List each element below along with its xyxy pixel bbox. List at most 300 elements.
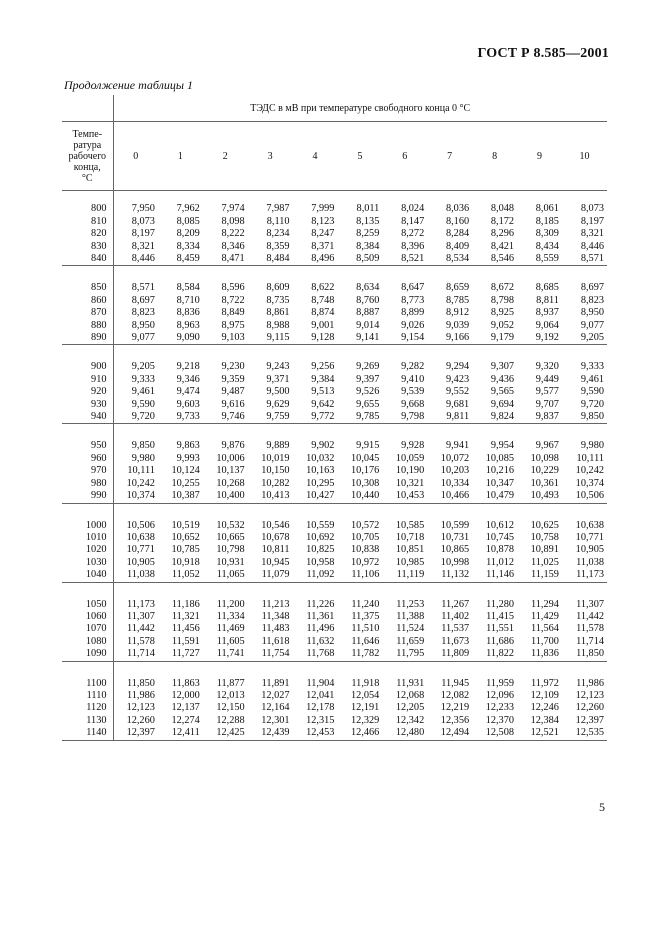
emf-value-cell: 8,296 — [490, 228, 515, 240]
table-row — [62, 678, 607, 690]
temperature-cell: 840 — [62, 253, 113, 266]
emf-value-cell: 11,307 — [126, 610, 155, 622]
emf-value-cell: 9,915 — [356, 440, 380, 452]
spacer-cell — [203, 345, 248, 362]
column-header: 4 — [312, 150, 318, 162]
emf-value-cell: 12,082 — [440, 689, 470, 701]
group-spacer — [62, 424, 607, 441]
table-row — [62, 727, 607, 740]
spacer-cell — [382, 266, 427, 283]
emf-value-cell: 12,453 — [293, 727, 338, 740]
table-row — [62, 569, 607, 582]
table-row — [62, 386, 607, 398]
emf-value-cell: 8,596 — [221, 282, 245, 294]
emf-value-cell: 11,605 — [216, 635, 245, 647]
spacer-cell — [382, 661, 427, 678]
emf-value-cell: 8,861 — [266, 307, 290, 319]
spacer-cell — [293, 503, 338, 520]
emf-value-cell: 9,359 — [221, 373, 245, 385]
emf-value-cell: 9,154 — [382, 332, 427, 345]
emf-value-cell: 9,824 — [472, 411, 517, 424]
emf-value-cell: 8,748 — [311, 294, 335, 306]
temperature-cell: 930 — [62, 399, 113, 411]
emf-value-cell: 11,280 — [486, 598, 515, 610]
emf-value-cell: 10,255 — [171, 477, 200, 489]
temperature-cell: 890 — [62, 332, 113, 345]
table-row — [62, 361, 607, 373]
emf-value-cell: 8,571 — [562, 253, 607, 266]
emf-value-cell: 10,798 — [216, 544, 245, 556]
emf-value-cell: 12,274 — [171, 714, 200, 726]
spacer-cell — [472, 661, 517, 678]
spacer-cell — [62, 345, 113, 362]
emf-value-cell: 9,941 — [445, 440, 470, 452]
emf-value-cell: 11,618 — [261, 635, 290, 647]
emf-value-cell: 8,024 — [401, 203, 425, 215]
emf-value-cell: 11,267 — [441, 598, 470, 610]
emf-value-cell: 9,282 — [401, 361, 425, 373]
emf-value-cell: 9,811 — [427, 411, 472, 424]
emf-value-cell: 10,124 — [171, 465, 200, 477]
emf-value-cell: 8,735 — [266, 294, 290, 306]
emf-value-cell: 8,160 — [445, 215, 470, 227]
emf-value-cell: 9,218 — [176, 361, 200, 373]
emf-value-cell: 9,876 — [221, 440, 245, 452]
spacer-cell — [562, 266, 607, 283]
spacer-cell — [293, 266, 338, 283]
emf-value-cell: 9,103 — [203, 332, 248, 345]
emf-value-cell: 12,466 — [337, 727, 382, 740]
emf-value-cell: 11,741 — [203, 648, 248, 661]
emf-value-cell: 8,234 — [266, 228, 290, 240]
emf-value-cell: 11,025 — [530, 556, 559, 568]
spacer-cell — [248, 503, 293, 520]
emf-value-cell: 9,397 — [356, 373, 380, 385]
emf-value-cell: 12,178 — [306, 702, 335, 714]
emf-value-cell: 8,773 — [401, 294, 425, 306]
emf-value-cell: 10,825 — [306, 544, 335, 556]
spacer-cell — [472, 266, 517, 283]
stub-header-line: ратура — [73, 139, 102, 151]
emf-value-cell: 8,823 — [131, 307, 155, 319]
emf-value-cell: 11,496 — [306, 623, 335, 635]
table-row — [62, 228, 607, 240]
emf-value-cell: 8,647 — [401, 282, 425, 294]
emf-value-cell: 11,836 — [517, 648, 562, 661]
emf-value-cell: 9,681 — [445, 398, 470, 410]
column-header: 8 — [492, 150, 498, 162]
emf-value-cell: 10,400 — [203, 490, 248, 503]
emf-value-cell: 10,453 — [382, 490, 427, 503]
column-header: 10 — [579, 150, 590, 162]
emf-value-cell: 12,480 — [382, 727, 427, 740]
spacer-cell — [293, 424, 338, 441]
temperature-cell: 1120 — [62, 702, 113, 714]
emf-value-cell: 10,785 — [171, 544, 200, 556]
group-spacer — [62, 191, 607, 204]
emf-value-cell: 8,710 — [176, 294, 200, 306]
emf-value-cell: 12,397 — [113, 727, 158, 740]
emf-value-cell: 10,958 — [306, 556, 335, 568]
spacer-cell — [203, 582, 248, 599]
emf-value-cell: 11,727 — [158, 648, 203, 661]
emf-value-cell: 8,396 — [401, 240, 425, 252]
group-spacer — [62, 345, 607, 362]
emf-value-cell: 8,321 — [131, 240, 155, 252]
emf-value-cell: 10,625 — [530, 519, 559, 531]
emf-value-cell: 10,006 — [216, 452, 245, 464]
spacer-cell — [113, 503, 158, 520]
emf-value-cell: 8,559 — [517, 253, 562, 266]
table-row — [62, 399, 607, 411]
emf-value-cell: 11,591 — [171, 635, 200, 647]
temperature-cell: 920 — [62, 386, 113, 398]
emf-value-cell: 10,242 — [575, 465, 604, 477]
emf-value-cell: 11,186 — [171, 598, 200, 610]
emf-value-cell: 11,891 — [261, 677, 290, 689]
emf-value-cell: 11,632 — [306, 635, 335, 647]
emf-value-cell: 8,446 — [113, 253, 158, 266]
spacer-cell — [427, 582, 472, 599]
emf-value-cell: 10,506 — [126, 519, 155, 531]
emf-value-cell: 10,705 — [351, 531, 380, 543]
emf-value-cell: 11,822 — [472, 648, 517, 661]
emf-value-cell: 10,229 — [530, 465, 559, 477]
emf-value-cell: 8,836 — [176, 307, 200, 319]
spacer-cell — [427, 503, 472, 520]
emf-value-cell: 11,038 — [113, 569, 158, 582]
spacer-cell — [203, 661, 248, 678]
emf-value-cell: 8,409 — [445, 240, 470, 252]
emf-value-cell: 10,190 — [395, 465, 425, 477]
emf-value-cell: 11,904 — [306, 677, 335, 689]
table-row — [62, 465, 607, 477]
emf-value-cell: 11,863 — [171, 677, 200, 689]
spacer-cell — [427, 345, 472, 362]
emf-value-cell: 8,887 — [356, 307, 380, 319]
emf-value-cell: 10,111 — [127, 465, 155, 477]
emf-value-cell: 10,532 — [216, 519, 245, 531]
spacer-cell — [562, 424, 607, 441]
table-row — [62, 253, 607, 266]
emf-value-cell: 11,686 — [486, 635, 515, 647]
table-body — [62, 191, 607, 741]
spacer-cell — [203, 266, 248, 283]
emf-value-cell: 11,918 — [351, 677, 380, 689]
emf-value-cell: 10,905 — [126, 556, 155, 568]
emf-value-cell: 11,564 — [530, 623, 559, 635]
emf-value-cell: 10,347 — [485, 477, 515, 489]
emf-value-cell: 9,954 — [490, 440, 515, 452]
emf-value-cell: 10,493 — [517, 490, 562, 503]
emf-value-cell: 8,622 — [311, 282, 335, 294]
emf-value-cell: 8,061 — [535, 203, 559, 215]
temperature-cell: 940 — [62, 411, 113, 424]
emf-value-cell: 9,967 — [535, 440, 559, 452]
emf-value-cell: 8,975 — [221, 319, 245, 331]
emf-value-cell: 9,526 — [356, 386, 380, 398]
emf-value-cell: 8,421 — [490, 240, 515, 252]
emf-value-cell: 7,950 — [131, 203, 155, 215]
emf-value-cell: 9,384 — [311, 373, 335, 385]
spacer-cell — [427, 266, 472, 283]
spacer-cell — [562, 582, 607, 599]
emf-value-cell: 10,216 — [485, 465, 515, 477]
temperature-cell: 1040 — [62, 569, 113, 582]
emf-value-cell: 9,307 — [490, 361, 515, 373]
emf-value-cell: 8,459 — [158, 253, 203, 266]
emf-value-cell: 11,850 — [126, 677, 155, 689]
emf-value-cell: 9,333 — [580, 361, 604, 373]
emf-value-cell: 8,546 — [472, 253, 517, 266]
emf-value-cell: 11,012 — [486, 556, 515, 568]
emf-value-cell: 9,694 — [490, 398, 515, 410]
spacer-cell — [62, 582, 113, 599]
emf-value-cell: 11,106 — [337, 569, 382, 582]
emf-value-cell: 8,346 — [221, 240, 245, 252]
temperature-cell: 1130 — [62, 715, 113, 727]
temperature-cell: 990 — [62, 490, 113, 503]
table-row — [62, 453, 607, 465]
emf-value-cell: 11,524 — [396, 623, 425, 635]
column-header: 9 — [536, 150, 542, 162]
emf-value-cell: 9,772 — [293, 411, 338, 424]
emf-value-cell: 12,356 — [440, 714, 470, 726]
emf-value-cell: 9,436 — [490, 373, 515, 385]
emf-value-cell: 10,506 — [562, 490, 607, 503]
column-header: 0 — [133, 150, 139, 162]
temperature-cell: 900 — [62, 361, 113, 373]
spacer-cell — [472, 503, 517, 520]
spacer-cell — [113, 582, 158, 599]
emf-value-cell: 11,931 — [396, 677, 425, 689]
emf-value-cell: 12,535 — [562, 727, 607, 740]
page-number: 5 — [599, 800, 605, 814]
emf-value-cell: 8,172 — [490, 215, 515, 227]
spacer-cell — [248, 661, 293, 678]
emf-value-cell: 9,115 — [248, 332, 293, 345]
stub-header-line: рабочего — [68, 150, 107, 162]
emf-value-cell: 8,272 — [401, 228, 425, 240]
emf-value-cell: 10,692 — [306, 531, 335, 543]
spacer-cell — [472, 191, 517, 204]
spacer-cell — [427, 661, 472, 678]
table-row — [62, 702, 607, 714]
emf-value-cell: 9,785 — [337, 411, 382, 424]
temperature-cell: 980 — [62, 478, 113, 490]
temperature-cell: 970 — [62, 465, 113, 477]
emf-value-cell: 12,425 — [203, 727, 248, 740]
emf-value-cell: 12,246 — [530, 702, 559, 714]
spacer-cell — [158, 266, 203, 283]
spacer-cell — [382, 503, 427, 520]
emf-value-cell: 10,838 — [351, 544, 380, 556]
temperature-cell: 1110 — [62, 690, 113, 702]
spacer-cell — [158, 191, 203, 204]
temperature-cell: 960 — [62, 453, 113, 465]
emf-value-cell: 10,374 — [575, 477, 604, 489]
emf-value-cell: 12,233 — [485, 702, 515, 714]
table-row — [62, 282, 607, 294]
emf-value-cell: 9,552 — [445, 386, 470, 398]
emf-value-cell: 11,321 — [171, 610, 200, 622]
emf-value-cell: 9,039 — [445, 319, 470, 331]
emf-value-cell: 8,284 — [445, 228, 470, 240]
column-header: 6 — [402, 150, 408, 162]
emf-value-cell: 8,359 — [266, 240, 290, 252]
emf-value-cell: 10,891 — [530, 544, 559, 556]
emf-value-cell: 10,163 — [306, 465, 335, 477]
emf-value-cell: 12,315 — [306, 714, 335, 726]
emf-value-cell: 8,697 — [131, 294, 155, 306]
emf-value-cell: 9,294 — [445, 361, 470, 373]
spacer-cell — [472, 345, 517, 362]
spacer-cell — [382, 345, 427, 362]
emf-value-cell: 10,546 — [261, 519, 290, 531]
emf-value-cell: 11,700 — [530, 635, 559, 647]
table-row — [62, 332, 607, 345]
temperature-cell: 1020 — [62, 544, 113, 556]
emf-value-cell: 8,659 — [445, 282, 470, 294]
emf-value-cell: 11,483 — [261, 623, 290, 635]
emf-value-cell: 12,054 — [351, 689, 380, 701]
emf-value-cell: 12,508 — [472, 727, 517, 740]
emf-value-cell: 10,466 — [427, 490, 472, 503]
emf-value-cell: 10,268 — [216, 477, 245, 489]
emf-value-cell: 8,509 — [337, 253, 382, 266]
spacer-cell — [337, 424, 382, 441]
table-row — [62, 320, 607, 332]
table-row — [62, 307, 607, 319]
emf-value-cell: 8,446 — [580, 240, 604, 252]
emf-value-cell: 12,000 — [171, 689, 200, 701]
emf-value-cell: 10,678 — [261, 531, 290, 543]
emf-value-cell: 10,242 — [126, 477, 155, 489]
emf-value-cell: 10,150 — [261, 465, 290, 477]
temperature-cell: 910 — [62, 374, 113, 386]
emf-value-cell: 10,308 — [351, 477, 380, 489]
emf-value-cell: 9,026 — [401, 319, 425, 331]
stub-header-line: °C — [81, 172, 93, 184]
emf-value-cell: 8,950 — [580, 307, 604, 319]
emf-value-cell: 10,045 — [351, 452, 380, 464]
emf-value-cell: 10,019 — [261, 452, 290, 464]
emf-value-cell: 12,096 — [485, 689, 515, 701]
emf-value-cell: 10,931 — [216, 556, 245, 568]
emf-value-cell: 11,714 — [576, 635, 604, 647]
emf-value-cell: 9,269 — [356, 361, 380, 373]
emf-value-cell: 9,668 — [401, 398, 425, 410]
emf-value-cell: 11,159 — [517, 569, 562, 582]
emf-value-cell: 9,461 — [580, 373, 604, 385]
spacer-cell — [248, 191, 293, 204]
emf-value-cell: 9,461 — [131, 386, 155, 398]
emf-value-cell: 10,479 — [472, 490, 517, 503]
emf-value-cell: 8,384 — [356, 240, 380, 252]
emf-value-cell: 12,342 — [395, 714, 425, 726]
group-spacer — [62, 582, 607, 599]
emf-value-cell: 8,259 — [356, 228, 380, 240]
temperature-cell: 1100 — [62, 678, 113, 690]
emf-value-cell: 10,585 — [395, 519, 425, 531]
emf-value-cell: 11,132 — [427, 569, 472, 582]
spacer-cell — [158, 661, 203, 678]
temperature-cell: 830 — [62, 241, 113, 253]
table-row — [62, 295, 607, 307]
emf-value-cell: 9,889 — [266, 440, 290, 452]
spacer-cell — [562, 345, 607, 362]
table-row — [62, 478, 607, 490]
emf-value-cell: 10,945 — [261, 556, 290, 568]
emf-value-cell: 8,963 — [176, 319, 200, 331]
table-title: ТЭДС в мВ при температуре свободного конца 0 °C — [113, 95, 607, 122]
spacer-cell — [337, 266, 382, 283]
emf-value-cell: 10,811 — [261, 544, 290, 556]
emf-value-cell: 8,309 — [535, 228, 559, 240]
table-row — [62, 203, 607, 215]
temperature-cell: 1060 — [62, 611, 113, 623]
emf-value-cell: 11,119 — [382, 569, 427, 582]
emf-value-cell: 9,423 — [445, 373, 470, 385]
emf-value-cell: 10,985 — [395, 556, 425, 568]
emf-value-cell: 8,609 — [266, 282, 290, 294]
emf-value-cell: 10,599 — [440, 519, 470, 531]
emf-value-cell: 10,203 — [440, 465, 470, 477]
thermo-emf-table — [62, 95, 607, 741]
emf-value-cell: 8,321 — [580, 228, 604, 240]
emf-value-cell: 11,537 — [441, 623, 470, 635]
emf-value-cell: 12,041 — [306, 689, 335, 701]
emf-value-cell: 9,077 — [580, 319, 604, 331]
emf-value-cell: 9,346 — [176, 373, 200, 385]
table-row — [62, 636, 607, 648]
spacer-cell — [337, 191, 382, 204]
table-row — [62, 648, 607, 661]
spacer-cell — [337, 503, 382, 520]
emf-value-cell: 8,925 — [490, 307, 515, 319]
emf-value-cell: 11,146 — [472, 569, 517, 582]
emf-value-cell: 8,534 — [427, 253, 472, 266]
spacer-cell — [517, 582, 562, 599]
emf-value-cell: 9,590 — [580, 386, 604, 398]
table-row — [62, 623, 607, 635]
emf-value-cell: 8,798 — [490, 294, 515, 306]
emf-value-cell: 10,072 — [440, 452, 470, 464]
emf-value-cell: 8,811 — [536, 294, 559, 306]
emf-value-cell: 9,837 — [517, 411, 562, 424]
stub-header-line: Темпе- — [72, 128, 103, 140]
temperature-cell: 820 — [62, 228, 113, 240]
emf-value-cell: 12,123 — [126, 702, 155, 714]
emf-value-cell: 8,334 — [176, 240, 200, 252]
emf-value-cell: 9,759 — [248, 411, 293, 424]
emf-value-cell: 10,731 — [440, 531, 470, 543]
emf-value-cell: 9,077 — [113, 332, 158, 345]
emf-value-cell: 10,612 — [485, 519, 515, 531]
emf-value-cell: 9,128 — [293, 332, 338, 345]
emf-value-cell: 8,048 — [490, 203, 515, 215]
emf-value-cell: 11,469 — [216, 623, 245, 635]
emf-value-cell: 12,205 — [395, 702, 425, 714]
emf-value-cell: 9,166 — [427, 332, 472, 345]
spacer-cell — [337, 582, 382, 599]
emf-value-cell: 10,972 — [351, 556, 380, 568]
emf-value-cell: 9,850 — [131, 440, 155, 452]
emf-value-cell: 8,147 — [401, 215, 425, 227]
document-id: ГОСТ Р 8.585—2001 — [477, 46, 609, 61]
emf-value-cell: 10,334 — [440, 477, 470, 489]
table-row — [62, 520, 607, 532]
